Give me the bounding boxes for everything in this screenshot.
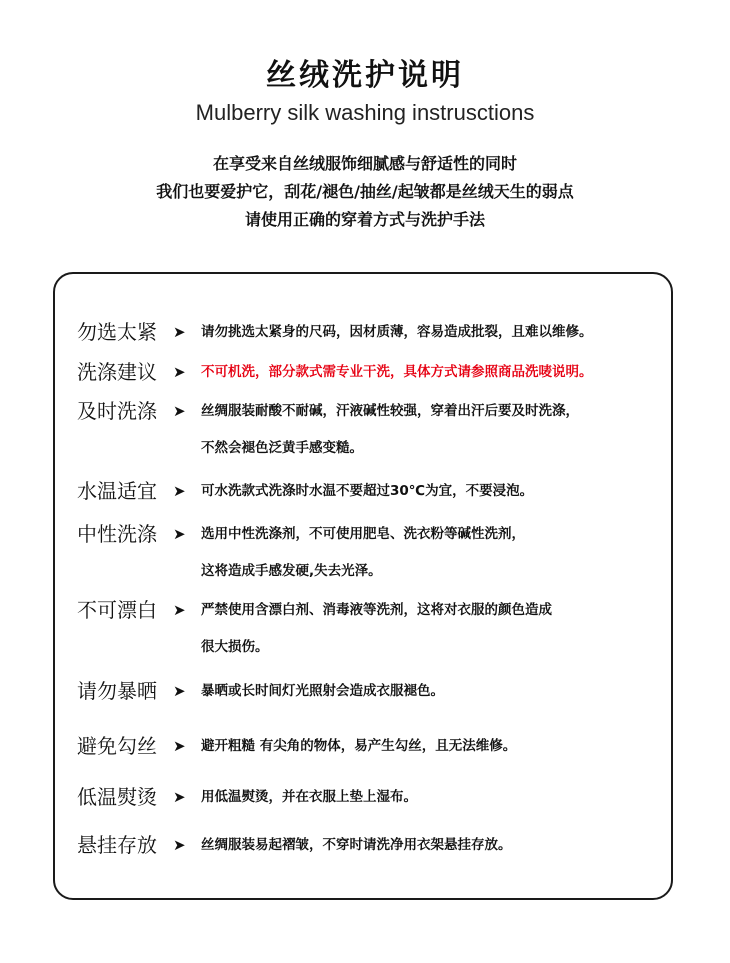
- description-line: 很大损伤。: [201, 639, 269, 655]
- description-line: 选用中性洗涤剂，不可使用肥皂、洗衣粉等碱性洗剂，: [201, 526, 525, 542]
- care-item-description: [201, 473, 671, 510]
- page-subtitle: Mulberry silk washing instrusctions: [195, 100, 535, 125]
- arrow-right-icon: ➤: [173, 525, 186, 543]
- care-item-label: 避免勾丝: [77, 734, 157, 758]
- description-line: 暴晒或长时间灯光照射会造成衣服褪色。: [201, 683, 444, 699]
- care-item-description: [201, 314, 671, 351]
- intro-line: 在享受来自丝绒服饰细腻感与舒适性的同时: [212, 154, 517, 173]
- arrow-right-icon: ➤: [173, 323, 186, 341]
- care-item-label: 中性洗涤: [77, 522, 157, 546]
- description-line: 这将造成手感发硬,失去光泽。: [201, 563, 382, 579]
- care-item-label: 低温熨烫: [77, 785, 157, 809]
- care-item-description: [201, 516, 671, 590]
- description-line: 严禁使用含漂白剂、消毒液等洗剂，这将对衣服的颜色造成: [201, 602, 552, 618]
- arrow-right-icon: ➤: [173, 402, 186, 420]
- care-item-description: [201, 592, 671, 666]
- care-item-label: 洗涤建议: [77, 360, 157, 384]
- care-item-label: 勿选太紧: [77, 320, 157, 344]
- arrow-right-icon: ➤: [173, 601, 186, 619]
- arrow-right-icon: ➤: [173, 682, 186, 700]
- page-title: 丝绒洗护说明: [266, 58, 464, 93]
- care-item-label: 不可漂白: [77, 598, 157, 622]
- description-line: 丝绸服装耐酸不耐碱，汗液碱性较强，穿着出汗后要及时洗涤，: [201, 403, 579, 419]
- care-item-description: [201, 728, 671, 765]
- intro-line: 我们也要爱护它，刮花/褪色/抽丝/起皱都是丝绒天生的弱点: [156, 182, 574, 201]
- care-item-description: [201, 779, 671, 816]
- description-line: 丝绸服装易起褶皱，不穿时请洗净用衣架悬挂存放。: [201, 837, 512, 853]
- care-item-label: 及时洗涤: [77, 399, 157, 423]
- care-item-description-highlight: [201, 354, 671, 391]
- care-instructions-card: [53, 272, 673, 900]
- care-item-description: [201, 673, 671, 710]
- care-item-label: 悬挂存放: [77, 833, 157, 857]
- description-line: 不可机洗，部分款式需专业干洗，具体方式请参照商品洗唛说明。: [201, 364, 593, 380]
- description-line: 避开粗糙 有尖角的物体，易产生勾丝，且无法维修。: [201, 738, 517, 754]
- care-item-label: 请勿暴晒: [77, 679, 157, 703]
- arrow-right-icon: ➤: [173, 788, 186, 806]
- care-item-description: [201, 393, 671, 467]
- description-line: 可水洗款式洗涤时水温不要超过30℃为宜，不要浸泡。: [201, 483, 534, 499]
- arrow-right-icon: ➤: [173, 737, 186, 755]
- description-line: 不然会褪色泛黄手感变糙。: [201, 440, 363, 456]
- intro-line: 请使用正确的穿着方式与洗护手法: [244, 210, 485, 229]
- description-line: 用低温熨烫，并在衣服上垫上湿布。: [201, 789, 417, 805]
- intro-text: [0, 150, 730, 234]
- care-item-label: 水温适宜: [77, 479, 157, 503]
- arrow-right-icon: ➤: [173, 363, 186, 381]
- arrow-right-icon: ➤: [173, 836, 186, 854]
- description-line: 请勿挑选太紧身的尺码，因材质薄，容易造成批裂，且难以维修。: [201, 324, 593, 340]
- care-item-description: [201, 827, 671, 864]
- arrow-right-icon: ➤: [173, 482, 186, 500]
